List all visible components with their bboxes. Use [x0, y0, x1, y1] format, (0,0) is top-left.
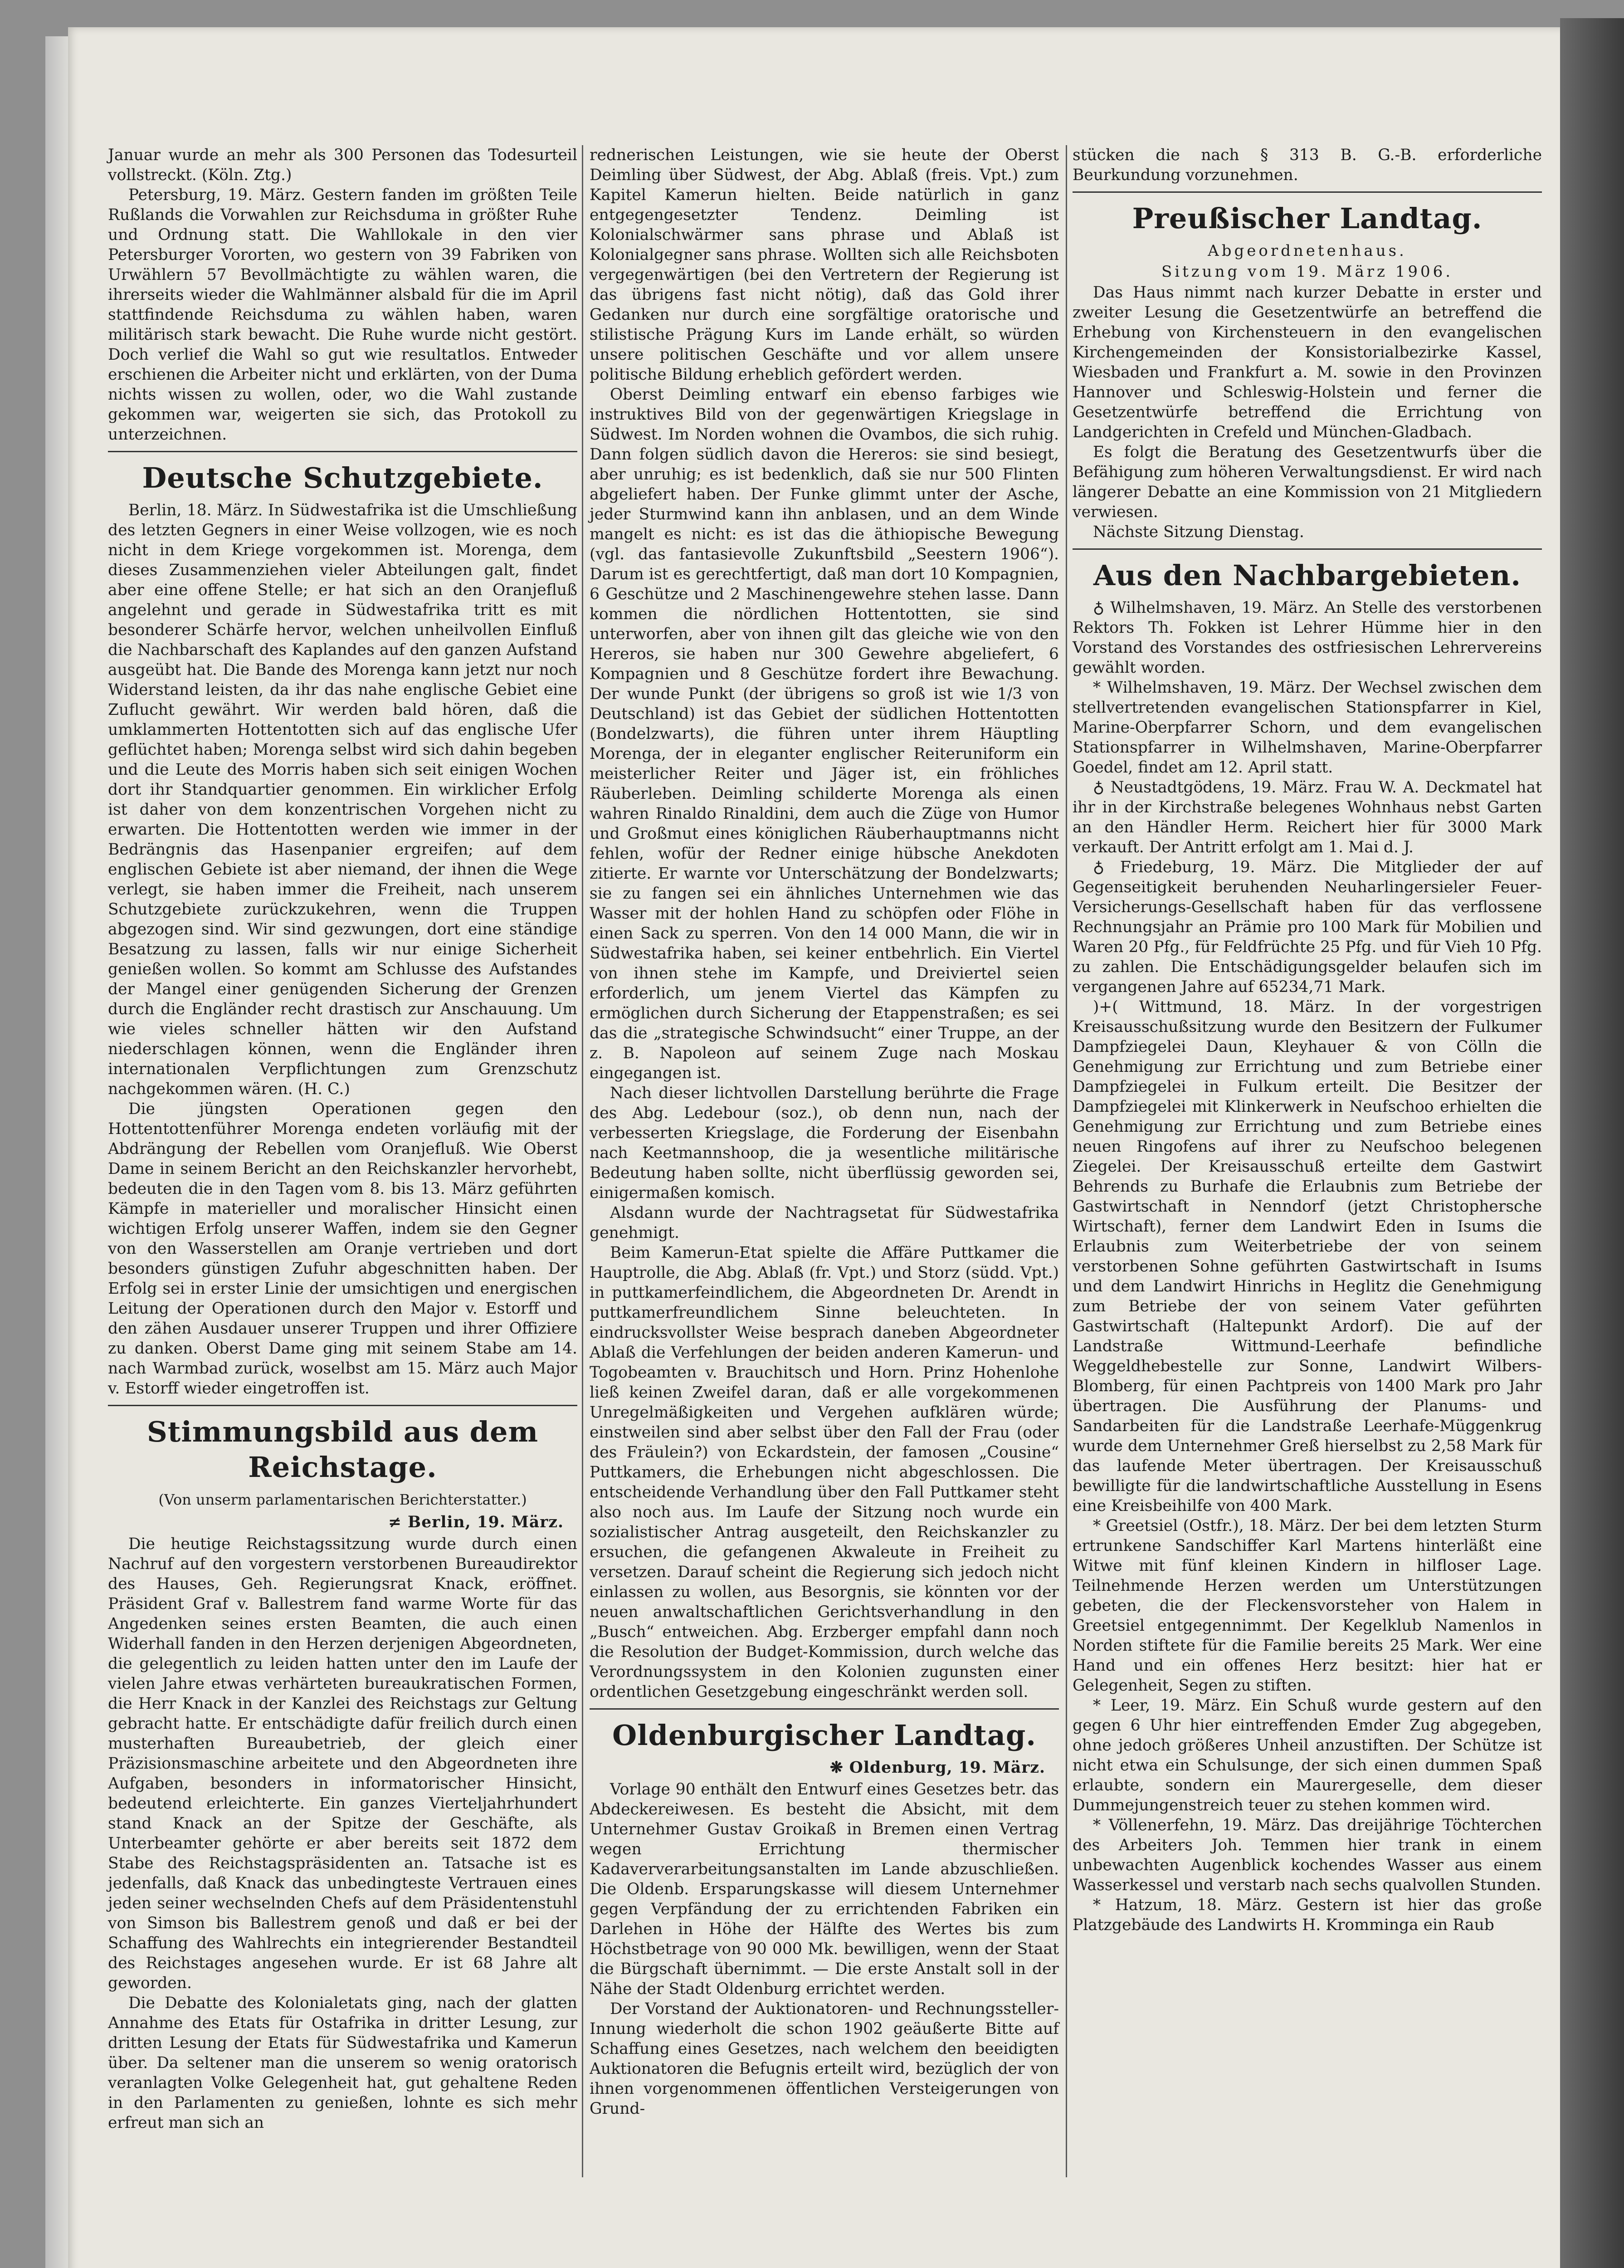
- section-heading-schutzgebiete: Deutsche Schutzgebiete.: [142, 461, 543, 494]
- article-paragraph: Die jüngsten Operationen gegen den Hottentottenführer Morenga endeten vorläufig mit der Abdrängung der Rebellen vom Oranjefluß. Wie Oberst Dame in seinem Bericht an den Reichskanzler hervorhebt, bedeuten die in den Tagen vom 8. bis 13. März geführten Kämpfe in materieller und moralischer Hinsicht einen wichtigen Erfolg unserer Waffen, indem sie den Gegner von den Wasserstellen am Oranje vertrieben und dort besonders günstigen Zufuhr abgeschnitten haben. Der Erfolg sei in erster Linie der umsichtigen und energischen Leitung der Operationen durch den Major v. Estorff und den zähen Ausdauer unserer Truppen und ihrer Offiziere zu danken. Oberst Dame ging mit seinem Stabe am 14. nach Warmbad zurück, woselbst am 15. März auch Major v. Estorff wieder eingetroffen ist.: [108, 1100, 577, 1398]
- column-2: [590, 145, 1059, 2119]
- section-heading-nachbargebiete: Aus den Nachbargebieten.: [1093, 559, 1521, 592]
- article-paragraph: Oberst Deimling entwarf ein ebenso farbiges wie instruktives Bild von der gegenwärtigen Kriegslage in Südwest. Im Norden wohnen die Ovambos, die sich ruhig. Dann folgen südlich davon die Hereros: sie sind besiegt, aber unruhig; es ist bedenklich, daß sie nur 500 Flinten abgeliefert haben. Der Funke glimmt unter der Asche, jeder Sturmwind kann ihn anblasen, und an dem Winde mangelt es nicht: es ist das die äthiopische Bewegung (vgl. das fantasievolle Zukunftsbild „Seestern 1906“). Darum ist es gerechtfertigt, daß man dort 10 Kompagnien, 6 Geschütze und 2 Maschinengewehre stehen lasse. Dann kommen die nördlichen Hottentotten, sie sind unterworfen, aber von ihnen gilt das gleiche wie von den Hereros, sie haben nur 300 Gewehre abgeliefert, 6 Kompagnien und 8 Geschütze fordert ihre Bewachung. Der wunde Punkt (der übrigens so groß ist wie 1/3 von Deutschland) ist das Gebiet der südlichen Hottentotten (Bondelzwarts), die führen unter ihrem Häuptling Morenga, der in eleganter englischer Reiteruniform ein meisterlicher Reiter und Jäger ist, ein fröhliches Räuberleben. Deimling schilderte Morenga als einen wahren Rinaldo Rinaldini, dem auch die Züge von Humor und Großmut eines königlichen Räuberhauptmanns nicht fehlen, wofür der Redner einige hübsche Anekdoten zitierte. Er warnte vor Unterschätzung der Bondelzwarts; sie zu fangen sei ein ähnliches Unternehmen wie das Wasser mit der hohlen Hand zu schöpfen oder Flöhe in einen Sack zu sperren. Von den 14 000 Mann, die wir in Südwestafrika haben, sei keiner entbehrlich. Ein Viertel von ihnen stehe im Kampfe, und Dreiviertel seien erforderlich, um jenem Viertel das Kämpfen zu ermöglichen durch Sicherung der Etappenstraßen; es sei das die „strategische Schwindsucht“ einer Truppe, an der z. B. Napoleon auf seinem Zuge nach Moskau eingegangen ist.: [590, 386, 1059, 1082]
- article-paragraph: Nächste Sitzung Dienstag.: [1092, 523, 1304, 541]
- article-paragraph: Die Debatte des Kolonialetats ging, nach der glatten Annahme des Etats für Ostafrika in dritter Lesung, zur dritten Lesung der Etats für Südwestafrika und Kamerun über. Da seltener man die unserem so wenig oratorisch veranlagten Volke Gelegenheit hat, gut gehaltene Reden in den Parlamenten zu genießen, lohnte es sich mehr erfreut man sich an: [108, 1994, 577, 2132]
- session-line: Sitzung vom 19. März 1906.: [1161, 263, 1453, 281]
- news-item: )+( Wittmund, 18. März. In der vorgestrigen Kreisausschußsitzung wurde den Besitzern der Fulkumer Dampfziegelei Daun, Kleyhauer & von Cölln die Genehmigung zur Errichtung und zum Betriebe einer Dampfziegelei in Fulkum erteilt. Die Besitzer der Dampfziegelei mit Klinkerwerk in Neufschoo erhielten die Genehmigung zur Errichtung und zum Betriebe eines neuen Ringofens auf ihrer zu Neufschoo belegenen Ziegelei. Der Kreisausschuß erteilte dem Gastwirt Behrends zu Burhafe die Erlaubnis zum Betriebe der Gastwirtschaft in Nenndorf (jetzt Christophersche Wirtschaft), ferner dem Landwirt Eden in Isums die Erlaubnis zum Weiterbetriebe der von seinem verstorbenen Sohne geführten Gastwirtschaft in Isums und dem Landwirt Hinrichs in Heglitz die Genehmigung zum Betriebe der von seinem Vater geführten Gastwirtschaft (Haltepunkt Ardorf). Die auf der Landstraße Wittmund-Leerhafe befindliche Weggeldhebestelle zur Sonne, Landwirt Wilbers-Blomberg, für einen Pachtpreis von 1400 Mark pro Jahr übertragen. Die Ausführung der Planums- und Sandarbeiten für die Landstraße Leerhafe-Müggenkrug wurde dem Unternehmer Greß hierselbst zu 2,58 Mark für das laufende Meter übertragen. Der Kreisausschuß bewilligte für die landwirtschaftliche Ausstellung in Esens eine Kreisbeihilfe von 400 Mark.: [1073, 998, 1542, 1515]
- article-paragraph: Der Vorstand der Auktionatoren- und Rechnungssteller-Innung wiederholt die schon 1902 geäußerte Bitte auf Schaffung eines Gesetzes, nach welchem den beeidigten Auktionatoren die Befugnis erteilt wird, bezüglich der von ihnen vorgenommenen öffentlichen Versteigerungen von Grund-: [590, 2000, 1059, 2118]
- article-paragraph: Die heutige Reichstagssitzung wurde durch einen Nachruf auf den vorgestern verstorbenen Bureaudirektor des Hauses, Geh. Regierungsrat Knack, eröffnet. Präsident Graf v. Ballestrem fand warme Worte für das Angedenken seines ersten Beamten, die auch einen Widerhall fanden in den Herzen derjenigen Abgeordneten, die gelegentlich zu leiden hatten unter den im Laufe der vielen Jahre etwas verhärteten bureaukratischen Formen, die Herr Knack in der Kanzlei des Reichstags zur Geltung gebracht hatte. Er entschädigte dafür freilich durch einen musterhaften Bureaubetrieb, der gleich einer Präzisionsmaschine arbeitete und den Abgeordneten ihre Aufgaben, besonders in informatorischer Hinsicht, bedeutend erleichterte. Ein ganzes Vierteljahrhundert stand Knack an der Spitze der Geschäfte, als Unterbeamter gehörte er aber bereits seit 1872 dem Stabe des Reichstagspräsidenten an. Tatsache ist es jedenfalls, daß Knack das unbedingteste Vertrauen eines jeden seiner wechselnden Chefs auf dem Präsidentenstuhl von Simson bis Ballestrem genoß und daß er bei der Schaffung des Wahlrechts ein integrierender Bestandteil des Reichstages angesehen wurde. Er ist 68 Jahre alt geworden.: [108, 1535, 577, 1992]
- dateline: ≠ Berlin, 19. März.: [388, 1513, 564, 1531]
- article-paragraph: Alsdann wurde der Nachtragsetat für Südwestafrika genehmigt.: [590, 1204, 1059, 1242]
- article-paragraph: rednerischen Leistungen, wie sie heute der Oberst Deimling über Südwest, der Abg. Ablaß (freis. Vpt.) zum Kapitel Kamerun hielten. Beide natürlich in ganz entgegengesetzter Tendenz. Deimling ist Kolonialschwärmer sans phrase und Ablaß ist Kolonialgegner sans phrase. Wollten sich alle Reichsboten vergegenwärtigen (bei den Vertretern der Regierung ist das übrigens fast nicht nötig), daß das Gold ihrer Gedanken nur durch eine sorgfältige oratorische und stilistische Prägung Kurs im Lande erhält, so würden unsere politischen Geschäfte und vor allem unsere politische Bildung erheblich gefördert werden.: [590, 146, 1059, 384]
- section-subheading: Abgeordnetenhaus.: [1208, 242, 1407, 260]
- section-heading-preussen: Preußischer Landtag.: [1132, 202, 1483, 235]
- article-paragraph: stücken die nach § 313 B. G.-B. erforderliche Beurkundung vorzunehmen.: [1073, 146, 1542, 184]
- article-paragraph: Es folgt die Beratung des Gesetzentwurfs über die Befähigung zum höheren Verwaltungsdienst. Er wird nach längerer Debatte an eine Kommission von 21 Mitgliedern verwiesen.: [1073, 443, 1542, 521]
- article-paragraph: Vorlage 90 enthält den Entwurf eines Gesetzes betr. das Abdeckereiwesen. Es besteht die Absicht, mit dem Unternehmer Gustav Groikaß in Bremen einen Vertrag wegen Errichtung thermischer Kadaververarbeitungsanstalten im Lande abzuschließen. Die Oldenb. Ersparungskasse will diesem Unternehmer gegen Verpfändung der zu errichtenden Fabriken ein Darlehen in Höhe der Hälfte des Wertes bis zum Höchstbetrage von 90 000 Mk. bewilligen, wenn der Staat die Bürgschaft übernimmt. — Die erste Anstalt soll in der Nähe der Stadt Oldenburg errichtet werden.: [590, 1780, 1059, 1998]
- article-paragraph: Berlin, 18. März. In Südwestafrika ist die Umschließung des letzten Gegners in einer Weise vollzogen, wie es noch nicht in dem Kriege vorgekommen ist. Morenga, dem dieses Zusammenziehen vieler Abteilungen galt, findet aber eine offene Stelle; er hat sich an den Oranjefluß angelehnt und gerade in Südwestafrika tritt es mit besonderer Schärfe hervor, welchen unheilvollen Einfluß die Nachbarschaft des Kaplandes auf den ganzen Aufstand ausgeübt hat. Die Bande des Morenga kann jetzt nur noch Widerstand leisten, da ihr das nahe englische Gebiet eine Zuflucht gewährt. Wir werden bald hören, daß die umklammerten Hottentotten sich auf das englische Ufer geflüchtet haben; Morenga selbst wird sich dahin begeben und die Leute des Morris haben sich seit einigen Wochen dort ihr Standquartier genommen. Ein wirklicher Erfolg ist daher von dem konzentrischen Vorgehen nicht zu erwarten. Die Hottentotten werden wie immer in der Bedrängnis das Hasenpanier ergreifen; auf dem englischen Gebiete ist aber niemand, der ihnen die Wege verlegt, sie haben immer die Freiheit, nach unserem Schutzgebiete zurückzukehren, wenn die Truppen abgezogen sind. Wir sind gezwungen, dort eine ständige Besatzung zu lassen, falls wir nur einige Sicherheit genießen wollen. So kommt am Schlusse des Aufstandes der Mangel einer genügenden Sicherung der Grenzen durch die Engländer recht drastisch zur Anschauung. Um wie vieles schneller hätten wir den Aufstand niederschlagen können, wenn die Engländer ihren internationalen Verpflichtungen zum Grenzschutz nachgekommen wären. (H. C.): [108, 501, 577, 1098]
- article-paragraph: Das Haus nimmt nach kurzer Debatte in erster und zweiter Lesung die Gesetzentwürfe an betreffend die Erhebung von Kirchensteuern in den evangelischen Kirchengemeinden der Konsistorialbezirke Kassel, Wiesbaden und Frankfurt a. M. sowie in den Provinzen Hannover und Schleswig-Holstein und ferner die Gesetzentwürfe betreffend die Errichtung von Landgerichten in Crefeld und München-Gladbach.: [1073, 284, 1542, 441]
- article-paragraph: Beim Kamerun-Etat spielte die Affäre Puttkamer die Hauptrolle, die Abg. Ablaß (fr. Vpt.) und Storz (südd. Vpt.) in puttkamerfeindlichem, die Abgeordneten Dr. Arendt in puttkamerfreundlichem Sinne beleuchteten. In eindrucksvollster Weise besprach daneben Abgeordneter Ablaß die Verfehlungen der beiden anderen Kamerun- und Togobeamten v. Brauchitsch und Horn. Prinz Hohenlohe ließ keinen Zweifel daran, daß er alle vorgekommenen Unregelmäßigkeiten und Vergehen aufklären würde; einstweilen sind aber selbst über den Fall der Frau (oder des Fräulein?) von Eckardstein, der famosen „Cousine“ Puttkamers, die Erhebungen nicht abgeschlossen. Die entscheidende Verhandlung über den Fall Puttkamer steht also noch aus. Im Laufe der Sitzung noch wurde ein sozialistischer Antrag ausgeteilt, den Reichskanzler zu ersuchen, die gefangenen Akwaleute in Freiheit zu versetzen. Darauf scheint die Regierung sich jedoch nicht einlassen zu wollen, aus Besorgnis, sie könnten vor der neuen anwaltschaftlichen Gerichtsverhandlung in den „Busch“ entweichen. Abg. Erzberger empfahl dann noch die Resolution der Budget-Kommission, durch welche das Verordnungssystem in den Kolonien zugunsten einer ordentlichen Gesetzgebung eingeschränkt werden soll.: [590, 1244, 1059, 1701]
- article-paragraph: Nach dieser lichtvollen Darstellung berührte die Frage des Abg. Ledebour (soz.), ob denn nun, nach der verbesserten Kriegslage, die Forderung der Eisenbahn nach Keetmannshoop, die ja wesentliche militärische Bedeutung haben sollte, nicht überflüssig geworden sei, einigermaßen komisch.: [590, 1084, 1059, 1202]
- news-item: * Wilhelmshaven, 19. März. Der Wechsel zwischen dem stellvertretenden evangelischen Stationspfarrer in Kiel, Marine-Oberpfarrer Schorn, und dem evangelischen Stationspfarrer in Wilhelmshaven, Marine-Oberpfarrer Goedel, findet am 12. April statt.: [1073, 679, 1542, 777]
- column-rule: [582, 145, 583, 2177]
- news-item: * Völlenerfehn, 19. März. Das dreijährige Töchterchen des Arbeiters Joh. Temmen hier trank in einem unbewachten Augenblick kochendes Wasser aus einem Wasserkessel und verstarb nach sechs qualvollen Stunden.: [1073, 1816, 1542, 1894]
- column-1: [108, 145, 577, 2133]
- section-divider: [1073, 548, 1542, 550]
- news-item: ♁ Wilhelmshaven, 19. März. An Stelle des verstorbenen Rektors Th. Fokken ist Lehrer Hümme hier in den Vorstand des Vorstandes des ostfriesischen Lehrervereins gewählt worden.: [1073, 599, 1542, 677]
- dateline: ❋ Oldenburg, 19. März.: [829, 1759, 1045, 1777]
- news-item: ♁ Friedeburg, 19. März. Die Mitglieder der auf Gegenseitigkeit beruhenden Neuharlingersieler Feuer-Versicherungs-Gesellschaft haben für das verflossene Rechnungsjahr an Prämie pro 100 Mark für Mobilien und Waren 20 Pfg., für Feldfrüchte 25 Pfg. und für Vieh 10 Pfg. zu zahlen. Die Entschädigungsgelder belaufen sich im vergangenen Jahre auf 65234,71 Mark.: [1073, 858, 1542, 996]
- section-divider: [590, 1708, 1059, 1710]
- news-item: * Greetsiel (Ostfr.), 18. März. Der bei dem letzten Sturm ertrunkene Sandschiffer Karl Martens hinterläßt eine Witwe mit fünf kleinen Kindern in hilfloser Lage. Teilnehmende Herzen werden um Unterstützungen gebeten, die der Fleckensvorsteher von Halem in Greetsiel entgegennimmt. Der Kegelklub Namenlos in Norden stiftete für die Familie bereits 25 Mark. Wer eine Hand und ein offenes Herz besitzt: hier hat er Gelegenheit, Segen zu stiften.: [1073, 1517, 1542, 1695]
- news-item: ♁ Neustadtgödens, 19. März. Frau W. A. Deckmatel hat ihr in der Kirchstraße belegenes Wohnhaus nebst Garten an den Händler Herm. Reichert hier für 3000 Mark verkauft. Der Antritt erfolgt am 1. Mai d. J.: [1073, 778, 1542, 856]
- article-paragraph: Petersburg, 19. März. Gestern fanden im größten Teile Rußlands die Vorwahlen zur Reichsduma in größter Ruhe und Ordnung statt. Die Wahllokale in den vier Petersburger Vororten, wo gestern von 39 Fabriken von Urwählern 57 Bevollmächtigte zu wählen waren, die ihrerseits wieder die Wahlmänner alsbald für die im April stattfindende Reichsduma zu wählen haben, waren militärisch stark bewacht. Die Ruhe wurde nicht gestört. Doch verlief die Wahl so gut wie resultatlos. Entweder erschienen die Arbeiter nicht und erklärten, von der Duma nichts wissen zu wollen, oder, wo die Wahl zustande gekommen war, weigerten sie sich, das Protokoll zu unterzeichnen.: [108, 186, 577, 444]
- news-item: * Leer, 19. März. Ein Schuß wurde gestern auf den gegen 6 Uhr hier eintreffenden Emder Zug abgegeben, ohne jedoch größeres Unheil anzustiften. Der Schütze ist nicht etwa ein Schulsunge, der sich einen dummen Spaß erlaubte, sondern ein Maurergeselle, dem dieser Dummejungenstreich teuer zu stehen kommen wird.: [1073, 1696, 1542, 1814]
- section-heading-reichstag: Stimmungsbild aus dem Reichstage.: [146, 1415, 539, 1484]
- section-subheading: (Von unserm parlamentarischen Berichterstatter.): [158, 1491, 527, 1508]
- section-divider: [108, 1405, 577, 1406]
- section-heading-oldenburg: Oldenburgischer Landtag.: [612, 1719, 1036, 1752]
- section-divider: [108, 451, 577, 452]
- section-divider: [1073, 191, 1542, 193]
- news-item: * Hatzum, 18. März. Gestern ist hier das große Platzgebäude des Landwirts H. Kromminga ein Raub: [1073, 1896, 1542, 1934]
- column-3: [1073, 145, 1542, 1935]
- binding-shadow: [1560, 18, 1624, 2268]
- article-paragraph: Januar wurde an mehr als 300 Personen das Todesurteil vollstreckt. (Köln. Ztg.): [108, 146, 577, 184]
- column-rule: [1066, 145, 1067, 2177]
